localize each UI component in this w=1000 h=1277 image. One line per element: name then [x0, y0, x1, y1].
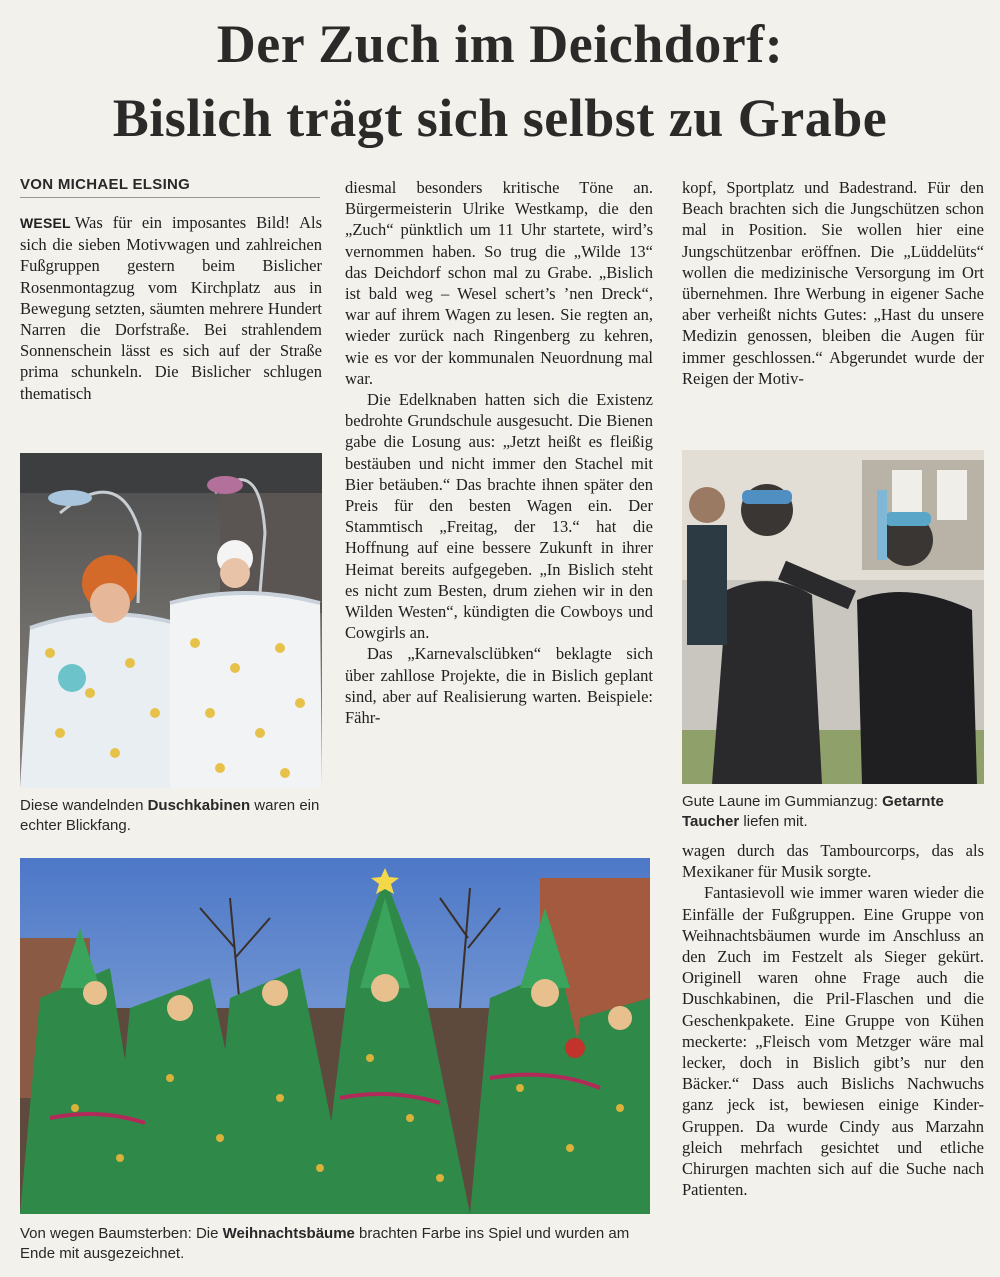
caption-bold: Duschkabinen	[147, 797, 251, 814]
caption-text: Diese wandelnden	[20, 797, 148, 814]
article-text-col3-p2: wagen durch das Tambourcorps, das als Mexikaner für Musik sorgte.	[682, 841, 984, 882]
photo-christmas-trees-image	[20, 858, 650, 1214]
article-column-3-bottom	[682, 840, 984, 1200]
article-text-col3-p3: Fantasievoll wie immer waren wieder die Einfälle der Fußgruppen. Eine Gruppe von Weihnachtsbäumen wurde im Anschluss an den Zuch im Festzelt als Sieger gekürt. Originell waren ohne Frage auch die Duschkabinen, die Pril-Flaschen und die Geschenkpakete. Eine Gruppe von Kühen meckerte: „Fleisch vom Metzger wäre mal lecker, doch in Bislich gibt’s nur den Bäcker.“ Dass auch Bislichs Nachwuchs ganz jeck ist, bewiesen einige Kinder-Gruppen. Da wurde Cindy aus Marzahn gleich mehrfach gesichtet und etliche Chirurgen machten sich auf die Suche nach Patienten.	[682, 883, 984, 1200]
photo-shower-cabins-image	[20, 453, 322, 788]
caption-shower-cabins	[20, 796, 322, 836]
article-text-col2-p2: Die Edelknaben hatten sich die Existenz bedrohte Grundschule ausgesucht. Die Bienen gabe die Losung aus: „Jetzt heißt es fleißig bestäuben und nicht immer den Stachel mit Bier betäuben.“ Das brachte ihnen später den Preis für den besten Wagen ein. Der Stammtisch „Freitag, der 13.“ hat die Hoffnung auf eine bessere Zukunft in ihrer Heimat bereits aufgegeben. „In Bislich steht es nicht zum Besten, drum ziehen wir in den Wilden Westen“, kündigten die Cowboys und Cowgirls an.	[345, 390, 653, 643]
caption-bold: Weihnachtsbäume	[222, 1225, 355, 1242]
caption-text: liefen mit.	[739, 813, 808, 830]
article-text-col3-p1: kopf, Sportplatz und Badestrand. Für den Beach brachten sich die Jungschützen schon mal in Position. Sie wollen hier eine Jungschützenbar eröffnen. Die „Lüddelüts“ wollen die medizinische Versorgung im Ort übernehmen. Ihre Werbung in eigener Sache aber verheißt nichts Gutes: „Hast du unsere Medizin genossen, bleiben die Augen für immer geschlossen.“ Abgerundet wurde der Reigen der Motiv-	[682, 178, 984, 388]
headline-line-2: Bislich trägt sich selbst zu Grabe	[112, 88, 888, 148]
article-column-2	[345, 177, 653, 728]
article-text-col2-p3: Das „Karnevalsclübken“ beklagte sich über zahllose Projekte, die in Bislich geplant sind, aber auf Realisierung warten. Beispiele: Fähr-	[345, 644, 653, 728]
photo-shower-cabins	[20, 453, 322, 788]
caption-text: Gute Laune im Gummianzug:	[682, 793, 883, 810]
caption-bold: Getarnte Taucher	[682, 793, 944, 830]
caption-text: waren ein echter Blickfang.	[20, 797, 320, 834]
article-text-col2-p1: diesmal besonders kritische Töne an. Bürgermeisterin Ulrike Westkamp, die den „Zuch“ pünktlich um 11 Uhr startete, wird’s vernommen haben. So trug die „Wilde 13“ das Deichdorf schon mal zu Grabe. „Bislich ist bald weg – Wesel schert’s ’nen Dreck“, war auf ihrem Wagen zu lesen. Sie regten an, wieder zurück nach Ringenberg zu kehren, wie es vor der kommunalen Neuordnung mal war.	[345, 178, 653, 388]
dateline: WESEL	[20, 215, 71, 231]
photo-christmas-trees	[20, 858, 650, 1214]
article-text-col1: Was für ein imposantes Bild! Als sich die sieben Motivwagen und zahlreichen Fußgruppen gestern beim Bislicher Rosenmontagzug vom Kirchplatz aus in Bewegung setzten, säumten mehrere Hundert Narren die Dorfstraße. Bei strahlendem Sonnenschein lässt es sich auf der Straße prima schunkeln. Die Bislicher schlugen thematisch	[20, 213, 322, 403]
caption-divers	[682, 792, 984, 832]
article-column-3-top	[682, 177, 984, 389]
photo-divers	[682, 450, 984, 784]
caption-text: brachten Farbe ins Spiel und wurden am Ende mit ausgezeichnet.	[20, 1225, 630, 1262]
article-column-1	[20, 212, 322, 404]
headline-line-1: Der Zuch im Deichdorf:	[216, 14, 784, 74]
caption-text: Von wegen Baumsterben: Die	[20, 1225, 223, 1242]
photo-divers-image	[682, 450, 984, 784]
byline: VON MICHAEL ELSING	[20, 176, 320, 198]
caption-christmas-trees	[20, 1224, 660, 1264]
